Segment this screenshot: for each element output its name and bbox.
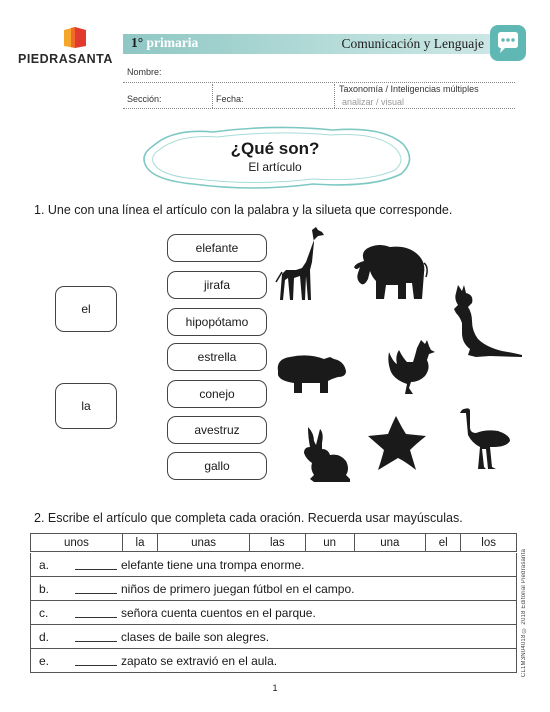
word-bank-cell: una (354, 534, 426, 552)
seccion-line (123, 108, 515, 109)
brand-name: PIEDRASANTA (18, 52, 113, 66)
word-bank-cell: un (305, 534, 354, 552)
grade-label (131, 35, 198, 51)
sentence-row (30, 577, 517, 601)
word-bank-cell: los (461, 534, 517, 552)
word-bank-cell: el (426, 534, 461, 552)
word-bank-cell: unos (31, 534, 123, 552)
answer-blank[interactable] (75, 656, 117, 666)
sentence-letter: b. (39, 581, 50, 596)
word-pill-elefante[interactable]: elefante (167, 234, 267, 262)
rooster-icon[interactable] (385, 338, 439, 396)
rabbit-icon[interactable] (300, 425, 352, 483)
taxonomy-values: analizar / visual (342, 97, 405, 107)
sentence-text: señora cuenta cuentos en el parque. (121, 605, 316, 620)
sentence-letter: d. (39, 629, 50, 644)
sentence-letter: a. (39, 557, 50, 572)
field-divider (334, 84, 335, 108)
starfish-icon[interactable] (366, 414, 428, 472)
grade-word: primaria (146, 35, 199, 50)
hippo-icon[interactable] (272, 351, 348, 395)
word-pill-conejo[interactable]: conejo (167, 380, 267, 408)
answer-blank[interactable] (75, 608, 117, 618)
word-bank-cell: las (250, 534, 306, 552)
word-bank-cell: unas (158, 534, 250, 552)
answer-blank[interactable] (75, 584, 117, 594)
grade-number: 1° (131, 35, 144, 50)
answer-blank[interactable] (75, 632, 117, 642)
page-title: ¿Qué son? (230, 139, 320, 158)
word-pill-gallo[interactable]: gallo (167, 452, 267, 480)
piedrasanta-logo-icon (62, 26, 88, 50)
answer-blank[interactable] (75, 560, 117, 570)
sentence-text: zapato se extravió en el aula. (121, 653, 278, 668)
word-pill-avestruz[interactable]: avestruz (167, 416, 267, 444)
field-divider (212, 84, 213, 108)
sentence-text: niños de primero juegan fútbol en el campo. (121, 581, 355, 596)
sentence-row (30, 649, 517, 673)
exercise1-instruction: 1. Une con una línea el artículo con la palabra y la silueta que corresponde. (34, 203, 453, 217)
nombre-line[interactable] (123, 82, 515, 83)
fecha-label: Fecha: (216, 94, 244, 104)
nombre-label: Nombre: (127, 67, 162, 77)
kangaroo-icon[interactable] (450, 283, 524, 359)
article-box-el[interactable]: el (55, 286, 117, 332)
sentence-letter: e. (39, 653, 50, 668)
word-bank-cell: la (122, 534, 157, 552)
copyright-side-text: CL1M3N04018 © 2018 Editorial Piedrasanta (521, 549, 527, 678)
sentence-text: clases de baile son alegres. (121, 629, 270, 644)
seccion-label: Sección: (127, 94, 162, 104)
sentence-row (30, 553, 517, 577)
word-pill-hipopotamo[interactable]: hipopótamo (167, 308, 267, 336)
giraffe-icon[interactable] (272, 226, 328, 302)
elephant-icon[interactable] (350, 243, 430, 301)
taxonomy-label: Taxonomía / Inteligencias múltiples (339, 84, 479, 94)
sentence-text: elefante tiene una trompa enorme. (121, 557, 305, 572)
sentence-row (30, 625, 517, 649)
article-box-la[interactable]: la (55, 383, 117, 429)
subject-title: Comunicación y Lenguaje (341, 36, 484, 51)
word-pill-jirafa[interactable]: jirafa (167, 271, 267, 299)
exercise2-instruction: 2. Escribe el artículo que completa cada oración. Recuerda usar mayúsculas. (34, 511, 463, 525)
word-bank-table (30, 533, 517, 552)
word-pill-estrella[interactable]: estrella (167, 343, 267, 371)
sentence-letter: c. (39, 605, 49, 620)
sentence-row (30, 601, 517, 625)
page-subtitle: El artículo (248, 160, 302, 174)
page-number: 1 (272, 683, 278, 693)
ostrich-icon[interactable] (458, 407, 514, 471)
chat-bubble-icon (490, 25, 526, 61)
